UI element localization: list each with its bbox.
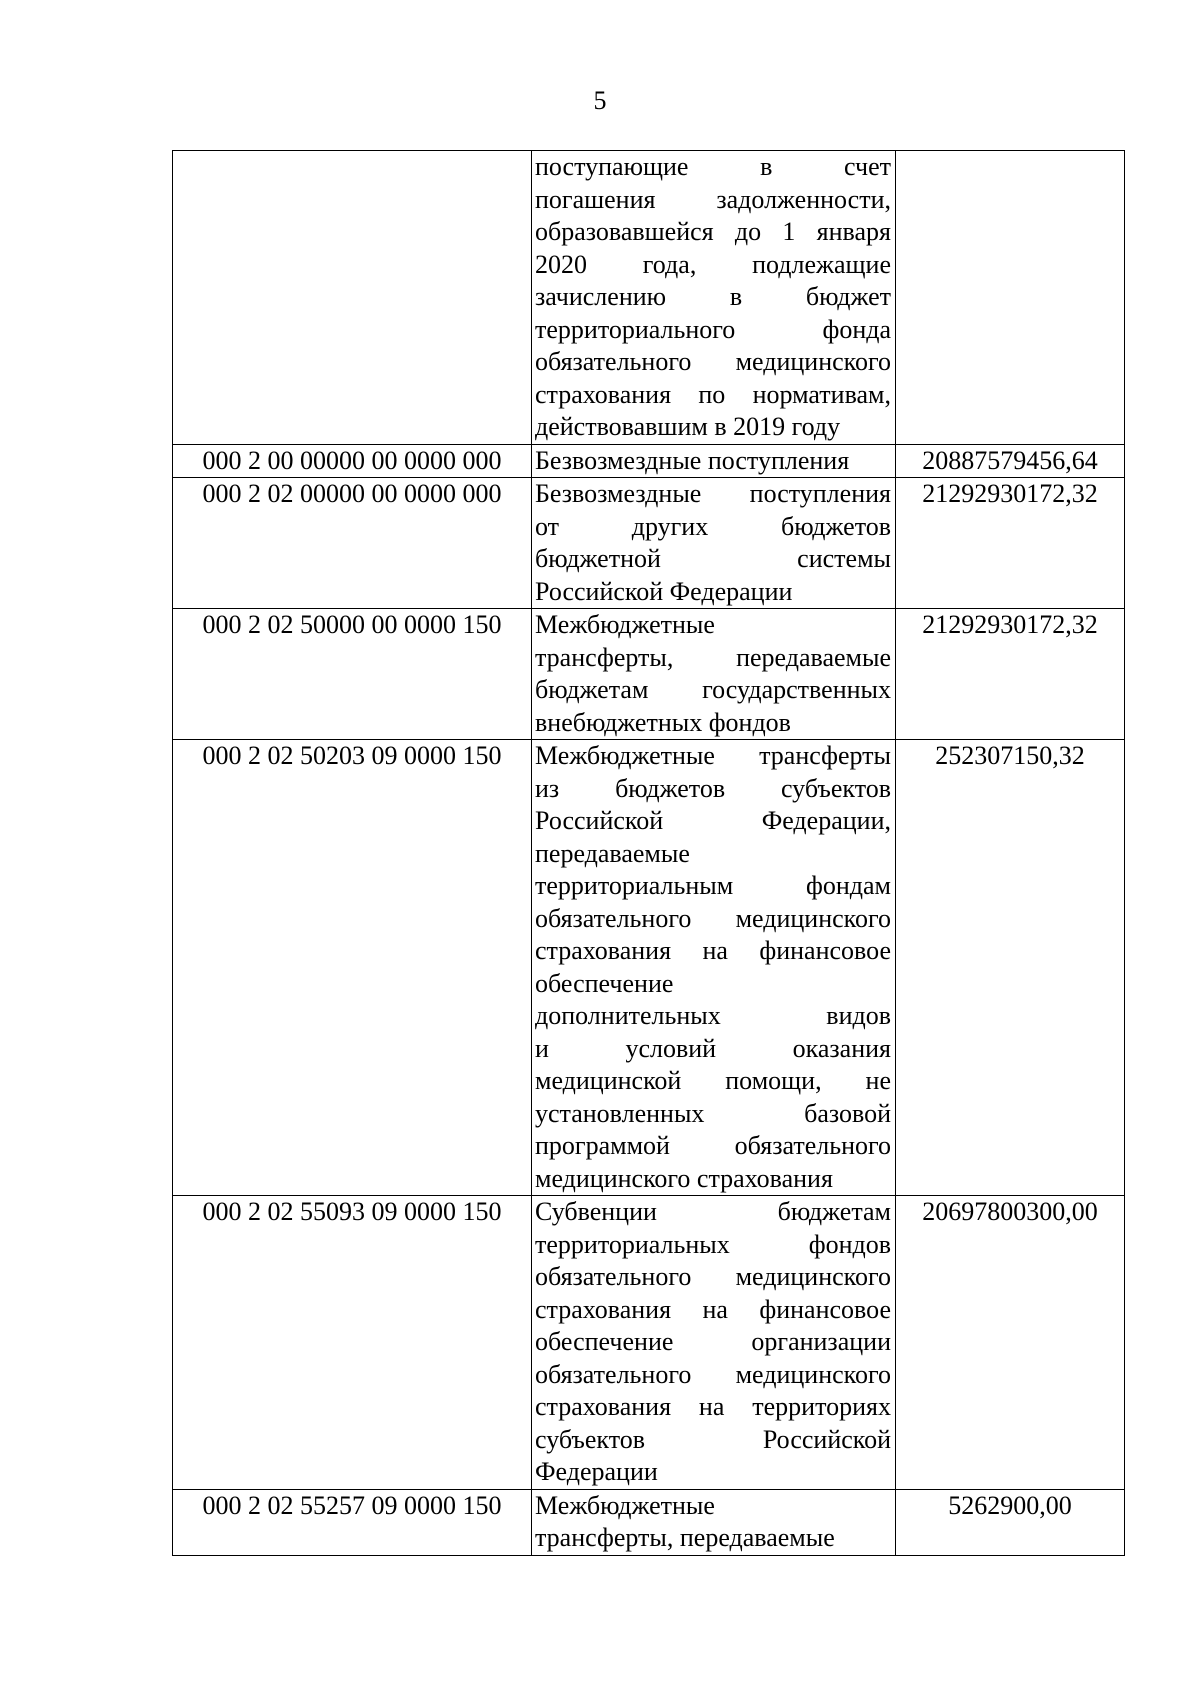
table-row <box>173 478 1125 609</box>
table-row <box>173 151 1125 445</box>
description-line: территориального фонда <box>535 314 891 344</box>
revenue-description <box>532 151 896 445</box>
revenue-description <box>532 740 896 1196</box>
description-line: страхования на финансовое <box>535 1294 891 1324</box>
description-line: поступающие в счет <box>535 152 891 181</box>
budget-classification-code: 000 2 02 50000 00 0000 150 <box>173 609 532 740</box>
revenue-description <box>532 444 896 478</box>
amount-value: 21292930172,32 <box>896 478 1125 609</box>
table-body <box>173 151 1125 1556</box>
description-line: установленных базовой <box>535 1098 891 1128</box>
description-line: обязательного медицинского <box>535 347 891 376</box>
amount-value: 252307150,32 <box>896 740 1125 1196</box>
revenue-description <box>532 1489 896 1555</box>
revenue-description <box>532 478 896 609</box>
description-line: территориальных фондов <box>535 1229 891 1259</box>
table-row <box>173 609 1125 740</box>
description-line: медицинской помощи, не <box>535 1066 891 1095</box>
description-line: действовавшим в 2019 году <box>535 412 841 441</box>
budget-classification-code <box>173 151 532 445</box>
budget-classification-code: 000 2 02 00000 00 0000 000 <box>173 478 532 609</box>
description-line: дополнительных видов <box>535 1001 891 1030</box>
description-line: программой обязательного <box>535 1131 891 1160</box>
description-line: обеспечение <box>535 968 674 998</box>
revenue-description <box>532 609 896 740</box>
description-line: передаваемые <box>535 838 690 868</box>
description-line: Субвенции бюджетам <box>535 1197 891 1226</box>
description-line: от других бюджетов <box>535 511 891 541</box>
table-row <box>173 1196 1125 1490</box>
description-line: Российской Федерации, <box>535 806 891 835</box>
description-line: бюджетной системы <box>535 544 891 573</box>
description-line: обязательного медицинского <box>535 1262 891 1291</box>
description-line: из бюджетов субъектов <box>535 773 891 803</box>
description-line: субъектов Российской <box>535 1424 891 1454</box>
revenue-description <box>532 1196 896 1490</box>
description-line: страхования на территориях <box>535 1392 891 1421</box>
description-line: внебюджетных фондов <box>535 707 791 737</box>
description-line: Межбюджетные <box>535 1490 715 1520</box>
description-line: 2020 года, подлежащие <box>535 249 891 279</box>
description-line: обязательного медицинского <box>535 1359 891 1389</box>
description-line: обеспечение организации <box>535 1327 891 1356</box>
table-row <box>173 1489 1125 1555</box>
table-row <box>173 740 1125 1196</box>
budget-classification-code: 000 2 02 55257 09 0000 150 <box>173 1489 532 1555</box>
description-line: территориальным фондам <box>535 871 891 900</box>
description-line: страхования на финансовое <box>535 936 891 965</box>
description-line: зачислению в бюджет <box>535 282 891 311</box>
amount-value: 20887579456,64 <box>896 444 1125 478</box>
amount-value <box>896 151 1125 445</box>
amount-value: 21292930172,32 <box>896 609 1125 740</box>
description-line: трансферты, передаваемые <box>535 642 891 672</box>
description-line: Безвозмездные поступления <box>535 479 891 508</box>
amount-value: 5262900,00 <box>896 1489 1125 1555</box>
table-row <box>173 444 1125 478</box>
description-line: Межбюджетные <box>535 610 715 639</box>
description-line: бюджетам государственных <box>535 675 891 704</box>
budget-revenue-table <box>172 150 1125 1556</box>
description-line: погашения задолженности, <box>535 184 891 214</box>
amount-value: 20697800300,00 <box>896 1196 1125 1490</box>
description-line: образовавшейся до 1 января <box>535 217 891 246</box>
description-line: и условий оказания <box>535 1033 891 1063</box>
description-line: Российской Федерации <box>535 576 793 606</box>
budget-classification-code: 000 2 02 55093 09 0000 150 <box>173 1196 532 1490</box>
budget-classification-code: 000 2 02 50203 09 0000 150 <box>173 740 532 1196</box>
page-number: 5 <box>593 86 607 115</box>
budget-classification-code: 000 2 00 00000 00 0000 000 <box>173 444 532 478</box>
description-line: Межбюджетные трансферты <box>535 741 891 770</box>
description-line: Федерации <box>535 1457 658 1486</box>
description-line: медицинского страхования <box>535 1163 833 1193</box>
description-line: трансферты, передаваемые <box>535 1523 835 1552</box>
description-line: обязательного медицинского <box>535 903 891 933</box>
description-line: страхования по нормативам, <box>535 379 891 409</box>
description-line: Безвозмездные поступления <box>535 445 850 475</box>
